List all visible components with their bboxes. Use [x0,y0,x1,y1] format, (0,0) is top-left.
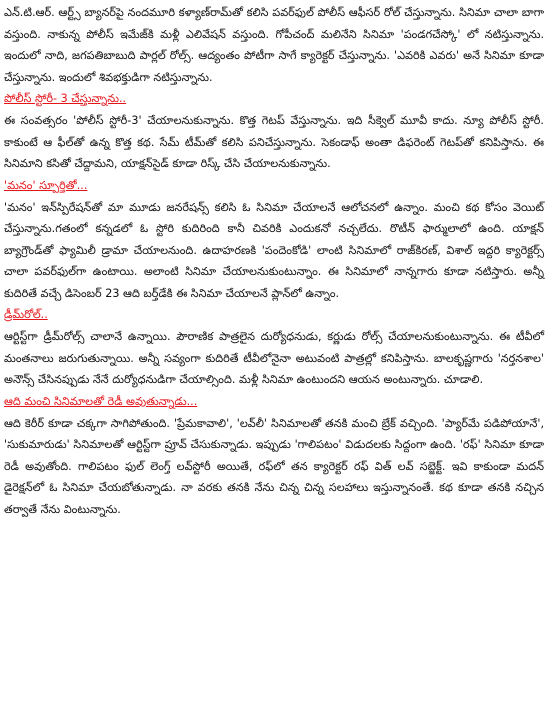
intro-paragraph: ఎన్.టి.ఆర్. ఆర్ట్స్ బ్యానర్‌పై నందమూరి కళ్యాణ్‌రామ్‌తో కలిసి పవర్‌ఫుల్ పోలీస్ ఆఫీసర్ రోల్ చేస్తున్నాను. సినిమా చాలా బాగా వస్తుంది. నాకున్న పోలీస్ ఇమేజ్‌కి మళ్లీ ఎలివేషన్ వస్తుంది. గోపీచంద్ మలినేని సినిమా 'పండగచేస్కో' లో నటిస్తున్నాను. ఇందులో నాది, జగపతిబాబుది పార్లల్ రోల్స్. ఆద్యంతం పోటీగా సాగే క్యారెక్టర్ చేస్తున్నాను. 'ఎవరికి ఎవరు' అనే సినిమా కూడా చేస్తున్నాను. ఇందులో శివభక్తుడిగా నటిస్తున్నాను. [4,6,544,84]
section-heading-aadi: ఆది మంచి సినిమాలతో రెడీ అవుతున్నాడు... [4,394,198,408]
paragraph-dream-role: ఆర్టిస్ట్‌గా డ్రీమ్‌రోల్స్ చాలానే ఉన్నాయి. పౌరాణిక పాత్రలైన దుర్యోధనుడు, కర్ణుడు రోల్స్ చేయాలనుకుంటున్నాను. ఈ టీవీలో మంతనాలు జరుగుతున్నాయి. అన్నీ సవ్యంగా కుదిరితే టీవీలోనైనా అటువంటి పాత్రల్లో కనిపిస్తాను. బాలకృష్ణగారు 'నర్తనశాల' అనౌన్స్ చేసినప్పుడు నేనే దుర్యోధనుడిగా చేయాల్సింది. మళ్లీ సినిమా ఉంటుందని ఆయన అంటున్నారు. చూడాలి. [4,330,544,386]
section-heading-dream-role: డ్రీమ్‌రోల్.. [4,308,48,321]
paragraph-manam: 'మనం' ఇన్‌స్పిరేషన్‌తో మా మూడు జనరేషన్స్ కలిసి ఓ సినిమా చేయాలనే ఆలోచనలో ఉన్నాం. మంచి కథ కోసం వెయిట్ చేస్తున్నాను.గతంలో కన్నడలో ఓ స్టోరి కుదిరింది కానీ చివరికి ఎందుకనో నచ్చలేదు. రొటీన్ ఫార్ములాలో ఉంది. యాక్షన్ బ్యాగ్రౌండ్‌తో ఫ్యామిలీ డ్రామా చేయాలనుంది. ఉదాహరణకి 'పందెంకోడి' లాంటి సినిమాలో రాజ్‌కిరణ్, విశాల్ ఇద్దరి క్యారెక్టర్స్ చాలా పవర్‌ఫుల్‌గా ఉంటాయి. అలాంటి సినిమా చేయాలనుకుంటున్నాం. ఈ సినిమాలో నాన్నగారు కూడా నటిస్తారు. అన్నీ కుదిరితే వచ్చే డిసెంబర్ 23 ఆది బర్త్‌డేకి ఈ సినిమా చేయాలనే ప్లాన్‌లో ఉన్నాం. [4,200,544,300]
paragraph-aadi: ఆది కెరీర్ కూడా చక్కగా సాగిపోతుంది. 'ప్రేమకావాలి', 'లవ్‌లీ' సినిమాలతో తనకి మంచి బ్రేక్ వచ్చింది. 'ప్యార్‌మే పడిపోయానే', 'సుకుమారుడు' సినిమాలతో ఆర్టిస్ట్‌గా ప్రూవ్ చేసుకున్నాడు. ఇప్పుడు 'గాలిపటం' విడుదలకు సిద్దంగా ఉంది. 'రఫ్' సినిమా కూడా రెడీ అవుతోంది. గాలిపటం ఫుల్ లెంగ్త్ లవ్‌స్టోరీ అయితే, రఫ్‌లో తన క్యారెక్టర్ రఫ్ విత్ లవ్ సబ్జెక్ట్. ఇవి కాకుండా మదన్ డైరెక్షన్‌లో ఓ సినిమా చేయబోతున్నాడు. నా వరకు తనకి నేను చిన్న చిన్న సలహాలు ఇస్తున్నానంతే. కథ కూడా తనకి నచ్చిన తర్వాతే నేను వింటున్నాను. [4,416,544,516]
paragraph-police-story: ఈ సంవత్సరం 'పోలీస్ స్టోరీ-3' చేయాలనుకున్నాను. కొత్త గెటప్ వేస్తున్నాను. ఇది సీక్వెల్ మూవీ కాదు. న్యూ పోలీస్ స్టోరీ. కాకుంటే ఆ ఫీల్‌తో ఉన్న కొత్త కథ. సేమ్ టీమ్‌తో కలిసి పనిచేస్తున్నాను. సెకండాఫ్ అంతా డిఫరెంట్ గెటప్‌తో కనిపిస్తాను. ఈ సినిమాని కసితో చేద్దామని, యాక్షన్‌సైడ్ కూడా రిస్క్ చేసి చేయాలనుకున్నాను. [4,114,544,170]
section-heading-police-story: పోలీస్ స్టోరీ- 3 చేస్తున్నాను.. [4,92,127,105]
section-heading-manam: 'మనం' స్పూర్తితో... [4,178,88,192]
